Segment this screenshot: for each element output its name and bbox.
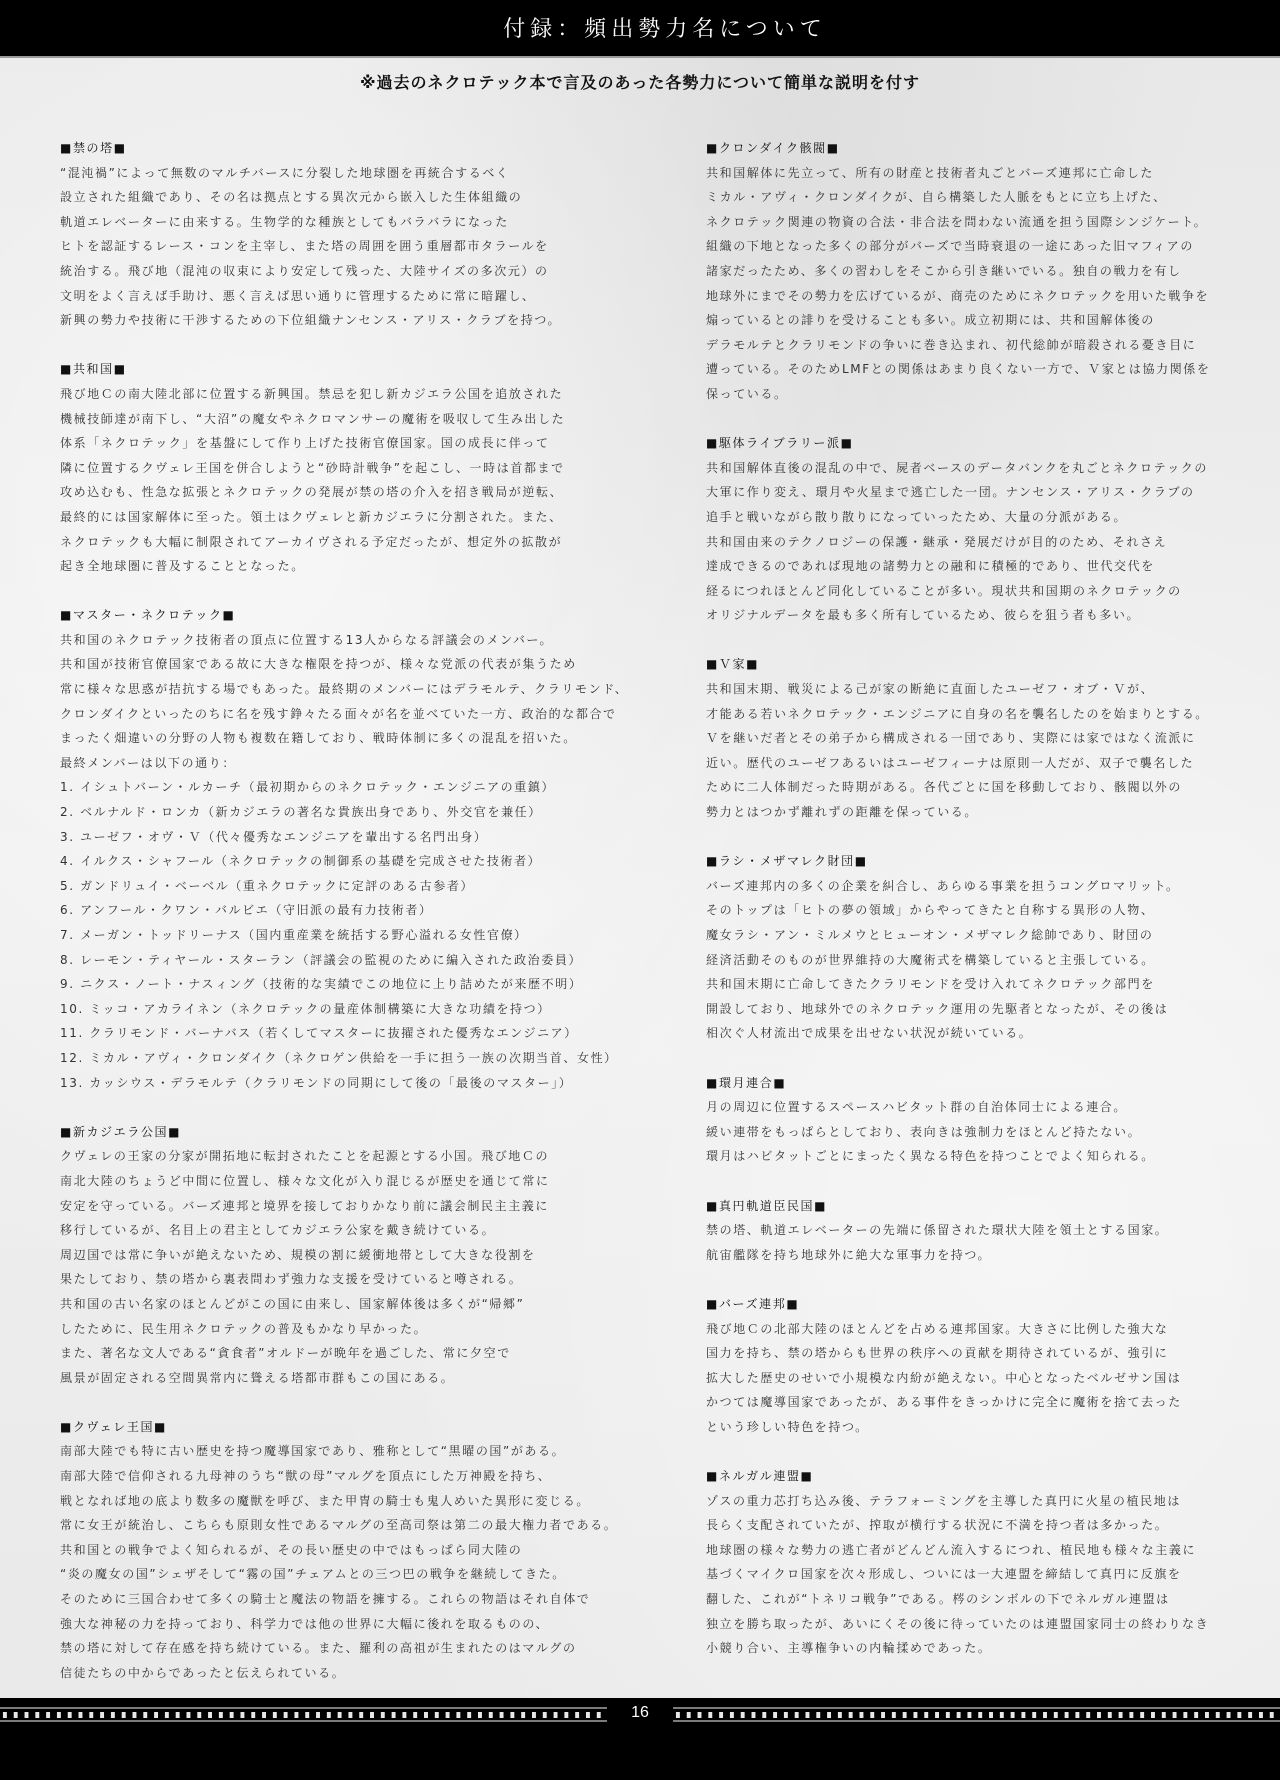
body-text-line: 強大な神秘の力を持っており、科学力では他の世界に大幅に後れを取るものの、	[60, 1616, 550, 1631]
left-column	[60, 136, 628, 1710]
body-text-line: 独立を勝ち取ったが、あいにくその後に待っていたのは連盟国家同士の終わりなき	[706, 1616, 1210, 1631]
faction-section	[706, 1071, 1211, 1169]
body-text-line: 最終的には国家解体に至った。領土はクヴェレと新カジエラに分割された。また、	[60, 509, 563, 524]
title-bar	[0, 0, 1280, 58]
page-subtitle: ※過去のネクロテック本で言及のあった各勢力について簡単な説明を付す	[359, 73, 921, 92]
body-text-line: 航宙艦隊を持ち地球外に絶大な軍事力を持つ。	[706, 1247, 992, 1262]
body-text-line: 8. レーモン・ティヤール・スターラン（評議会の監視のために編入された政治委員）	[60, 952, 583, 967]
body-text-line: ミカル・アヴィ・クロンダイクが、自ら構築した人脈をもとに立ち上げた、	[706, 190, 1167, 205]
body-text-line: 達成できるのであれば現地の諸勢力との融和に積極的であり、世代交代を	[706, 559, 1155, 574]
body-text-line: 共和国末期に亡命してきたクラリモンドを受け入れてネクロテック部門を	[706, 977, 1155, 992]
faction-section	[60, 1415, 628, 1686]
faction-section	[60, 603, 628, 1095]
body-text-line: 勢力とはつかず離れずの距離を保っている。	[706, 805, 979, 820]
body-text-line: 諸家だったため、多くの習わしをそこから引き継いでいる。独自の戦力を有し	[706, 263, 1182, 278]
section-heading: ■クロンダイク骸閥■	[706, 141, 840, 155]
body-text-line: ために二人体制だった時期がある。各代ごとに国を移動しており、骸閥以外の	[706, 780, 1183, 795]
page-number: 16	[631, 1704, 649, 1721]
body-text-line: 攻め込むも、性急な拡張とネクロテックの発展が禁の塔の介入を招き戦局が逆転、	[60, 485, 564, 500]
body-text-line: 常に女王が統治し、こちらも原則女性であるマルグの至高司祭は第二の最大権力者である。	[60, 1518, 618, 1533]
body-text-line: 共和国由来のテクノロジーの保護・継承・発展だけが目的のため、それさえ	[706, 534, 1168, 549]
body-text-line: かつては魔導国家であったが、ある事件をきっかけに完全に魔術を捨て去った	[706, 1395, 1182, 1410]
faction-section	[706, 1292, 1211, 1440]
body-text-line: 常に様々な思惑が拮抗する場でもあった。最終期のメンバーにはデラモルテ、クラリモンド、	[60, 682, 629, 697]
body-text-line: 新興の勢力や技術に干渉するための下位組織ナンセンス・アリス・クラブを持つ。	[60, 313, 562, 328]
body-text-line: 風景が固定される空間異常内に聳える塔都市群もこの国にある。	[60, 1370, 455, 1385]
faction-section	[706, 652, 1211, 824]
body-text-line: 相次ぐ人材流出で成果を出せない状況が続いている。	[706, 1026, 1033, 1041]
body-text-line: 共和国解体に先立って、所有の財産と技術者丸ごとバーズ連邦に亡命した	[706, 165, 1154, 180]
body-text-line: 11. クラリモンド・バーナバス（若くしてマスターに抜擢された優秀なエンジニア）	[60, 1026, 578, 1041]
body-text-line: 共和国のネクロテック技術者の頂点に位置する13人からなる評議会のメンバー。	[60, 632, 554, 647]
body-text-line: 大軍に作り変え、環月や火星まで逃亡した一団。ナンセンス・アリス・クラブの	[706, 485, 1195, 500]
page-title: 付録：頻出勢力名について	[503, 17, 827, 42]
body-text-line: 禁の塔、軌道エレベーターの先端に係留された環状大陸を領土とする国家。	[706, 1223, 1169, 1238]
body-text-line: 長らく支配されていたが、搾取が横行する状況に不満を持つ者は多かった。	[706, 1518, 1169, 1533]
body-text-line: 小競り合い、主導権争いの内輪揉めであった。	[706, 1641, 992, 1656]
body-text-line: 7. メーガン・トッドリーナス（国内重産業を統括する野心溢れる女性官僚）	[60, 928, 528, 942]
footer-bar	[0, 1698, 1280, 1780]
body-text-line: そのトップは「ヒトの夢の領域」からやってきたと自称する異形の人物、	[706, 903, 1155, 918]
section-heading: ■環月連合■	[706, 1075, 787, 1090]
body-text-line: そのために三国合わせて多くの騎士と魔法の物語を擁する。これらの物語はそれ自体で	[60, 1592, 591, 1607]
body-text-line: 開設しており、地球外でのネクロテック運用の先駆者となったが、その後は	[706, 1001, 1169, 1016]
body-text-line: 9. ニクス・ノート・ナスィング（技術的な実績でこの地位に上り詰めたが来歴不明）	[60, 977, 583, 992]
body-text-line: 地球外にまでその勢力を広げているが、商売のためにネクロテックを用いた戦争を	[706, 288, 1210, 303]
body-text-line: “混沌禍”によって無数のマルチバースに分裂した地球圏を再統合するべく	[60, 165, 510, 180]
body-text-line: 国力を持ち、禁の塔からも世界の秩序への貢献を期待されているが、強引に	[706, 1346, 1169, 1361]
body-text-line: 共和国末期、戦災による己が家の断絶に直面したユーゼフ・オブ・Ｖが、	[706, 682, 1155, 697]
body-text-line: 隣に位置するクヴェレ王国を併合しようと“砂時計戦争”を起こし、一時は首都まで	[60, 460, 565, 475]
body-text-line: 軌道エレベーターに由来する。生物学的な種族としてもバラバラになった	[60, 214, 509, 229]
body-text-line: 共和国との戦争でよく知られるが、その長い歴史の中ではもっぱら同大陸の	[60, 1542, 523, 1557]
body-text-line: ネクロテック関連の物資の合法・非合法を問わない流通を担う国際シンジケート。	[706, 214, 1208, 229]
faction-section	[706, 136, 1211, 407]
body-text-line: 共和国解体直後の混乱の中で、屍者ベースのデータバンクを丸ごとネクロテックの	[706, 460, 1209, 475]
body-text-line: 1. イシュトバーン・ルカーチ（最初期からのネクロテック・エンジニアの重鎮）	[60, 780, 556, 795]
body-text-line: 周辺国では常に争いが絶えないため、規模の割に緩衝地帯として大きな役割を	[60, 1247, 536, 1262]
section-heading: ■ラシ・メザマレク財団■	[706, 854, 868, 869]
body-text-line: 共和国が技術官僚国家である故に大きな権限を持つが、様々な党派の代表が集うため	[60, 657, 577, 672]
body-text-line: 果たしており、禁の塔から裏表問わず強力な支援を受けていると噂される。	[60, 1272, 523, 1287]
body-text-line: 魔女ラシ・アン・ミルメウとヒューオン・メザマレク総帥であり、財団の	[706, 928, 1154, 942]
body-text-line: 経済活動そのものが世界維持の大魔術式を構築していると主張している。	[706, 952, 1155, 967]
section-heading: ■バーズ連邦■	[706, 1296, 800, 1311]
body-text-line: オリジナルデータを最も多く所有しているため、彼らを狙う者も多い。	[706, 608, 1141, 623]
film-strip-decoration-left	[0, 1707, 607, 1722]
body-text-line: したために、民生用ネクロテックの普及もかなり早かった。	[60, 1321, 428, 1336]
body-text-line: 月の周辺に位置するスペースハビタット群の自治体同士による連合。	[706, 1100, 1128, 1115]
body-text-line: 翻した、これが“トネリコ戦争”である。梣のシンボルの下でネルガル連盟は	[706, 1592, 1170, 1607]
body-text-line: クロンダイクといったのちに名を残す錚々たる面々が名を並べていた一方、政治的な都合で	[60, 706, 617, 721]
body-text-line: 組織の下地となった多くの部分がバーズで当時衰退の一途にあった旧マフィアの	[706, 239, 1194, 254]
body-text-line: クヴェレの王家の分家が開拓地に転封されたことを起源とする小国。飛び地Ｃの	[60, 1149, 550, 1164]
body-text-line: 共和国の古い名家のほとんどがこの国に由来し、国家解体後は多くが“帰郷”	[60, 1296, 525, 1311]
body-text-line: ネクロテックも大幅に制限されてアーカイヴされる予定だったが、想定外の拡散が	[60, 534, 563, 549]
body-text-line: 2. ベルナルド・ロンカ（新カジエラの著名な貴族出身であり、外交官を兼任）	[60, 805, 542, 820]
body-text-line: デラモルテとクラリモンドの争いに巻き込まれ、初代総帥が暗殺される憂き目に	[706, 337, 1197, 352]
body-text-line: 南部大陸で信仰される九母神のうち“獣の母”マルグを頂点にした万神殿を持ち、	[60, 1469, 552, 1484]
body-text-line: “炎の魔女の国”シェザそして“霧の国”チェアムとの三つ巴の戦争を継続してきた。	[60, 1567, 566, 1582]
body-text-line: 飛び地Ｃの北部大陸のほとんどを占める連邦国家。大きさに比例した強大な	[706, 1321, 1169, 1336]
faction-section	[706, 1194, 1211, 1268]
section-heading: ■禁の塔■	[60, 141, 127, 155]
body-text-line: 体系「ネクロテック」を基盤にして作り上げた技術官僚国家。国の成長に伴って	[60, 436, 550, 451]
body-text-line: 12. ミカル・アヴィ・クロンダイク（ネクロゲン供給を一手に担う一族の次期当首、女性）	[60, 1050, 618, 1065]
body-text-line: 移行しているが、名目上の君主としてカジエラ公家を戴き続けている。	[60, 1223, 496, 1238]
faction-section	[706, 431, 1211, 628]
section-heading: ■マスター・ネクロテック■	[60, 608, 236, 623]
body-text-line: 才能ある若いネクロテック・エンジニアに自身の名を襲名したのを始まりとする。	[706, 706, 1209, 721]
faction-section	[60, 136, 628, 333]
body-text-line: ゾスの重力芯打ち込み後、テラフォーミングを主導した真円に火星の植民地は	[706, 1493, 1181, 1508]
section-heading: ■真円軌道臣民国■	[706, 1198, 828, 1213]
body-text-line: 信徒たちの中からであったと伝えられている。	[60, 1665, 346, 1680]
body-text-line: 起き全地球圏に普及することとなった。	[60, 559, 305, 574]
faction-section	[60, 357, 628, 578]
body-text-line: 煽っているとの誹りを受けることも多い。成立初期には、共和国解体後の	[706, 313, 1155, 328]
section-heading: ■駆体ライブラリー派■	[706, 436, 854, 451]
body-text-line: 緩い連帯をもっぱらとしており、表向きは強制力をほとんど持たない。	[706, 1124, 1142, 1139]
body-text-line: Ｖを継いだ者とその弟子から構成される一団であり、実際には家ではなく流派に	[706, 731, 1196, 746]
body-text-line: 6. アンフール・クワン・バルビエ（守旧派の最有力技術者）	[60, 903, 433, 918]
body-text-line: 統治する。飛び地（混沌の収束により安定して残った、大陸サイズの多次元）の	[60, 263, 549, 278]
body-text-line: 10. ミッコ・アカライネン（ネクロテックの量産体制構築に大きな功績を持つ）	[60, 1001, 551, 1016]
body-text-line: 文明をよく言えば手助け、悪く言えば思い通りに管理するために常に暗躍し、	[60, 288, 536, 303]
section-heading: ■クヴェレ王国■	[60, 1419, 167, 1434]
section-heading: ■共和国■	[60, 362, 127, 377]
body-text-line: という珍しい特色を持つ。	[706, 1419, 869, 1434]
body-text-line: 設立された組織であり、その名は拠点とする異次元から嵌入した生体組織の	[60, 190, 523, 205]
body-text-line: 5. ガンドリュイ・ベーベル（重ネクロテックに定評のある古参者）	[60, 878, 475, 893]
faction-section	[60, 1120, 628, 1391]
body-text-line: 機械技師達が南下し、“大沼”の魔女やネクロマンサーの魔術を吸収して生み出した	[60, 411, 566, 426]
body-text-line: 安定を守っている。バーズ連邦と境界を接しておりかなり前に議会制民主主義に	[60, 1198, 550, 1213]
body-text-line: 13. カッシウス・デラモルテ（クラリモンドの同期にして後の「最後のマスター」）	[60, 1075, 573, 1090]
body-text-line: また、著名な文人である“貪食者”オルドーが晩年を過ごした、常に夕空で	[60, 1346, 511, 1361]
faction-section	[706, 849, 1211, 1046]
body-text-line: バーズ連邦内の多くの企業を糾合し、あらゆる事業を担うコングロマリット。	[706, 878, 1180, 893]
body-text-line: 4. イルクス・シャフール（ネクロテックの制御系の基礎を完成させた技術者）	[60, 854, 542, 869]
body-text-line: 3. ユーゼフ・オヴ・Ｖ（代々優秀なエンジニアを輩出する名門出身）	[60, 829, 488, 844]
body-text-line: 追手と戦いながら散り散りになっていったため、大量の分派がある。	[706, 509, 1128, 524]
body-text-line: 地球圏の様々な勢力の逃亡者がどんどん流入するにつれ、植民地も様々な主義に	[706, 1542, 1197, 1557]
body-text-line: 戦となれば地の底より数多の魔獣を呼び、また甲冑の騎士も鬼人めいた異形に変じる。	[60, 1493, 590, 1508]
body-text-line: 遭っている。そのためLMFとの関係はあまり良くない一方で、Ｖ家とは協力関係を	[706, 362, 1211, 377]
body-text-line: 拡大した歴史のせいで小規模な内紛が絶えない。中心となったベルゼサン国は	[706, 1370, 1182, 1385]
right-column	[706, 136, 1211, 1685]
film-strip-decoration-right	[673, 1707, 1280, 1722]
body-text-line: 禁の塔に対して存在感を持ち続けている。また、羅利の高祖が生まれたのはマルグの	[60, 1641, 577, 1656]
body-text-line: 南部大陸でも特に古い歴史を持つ魔導国家であり、雅称として“黒曜の国”がある。	[60, 1444, 566, 1459]
body-text-line: 南北大陸のちょうど中間に位置し、様々な文化が入り混じるが歴史を通じて常に	[60, 1173, 550, 1188]
body-text-line: 近い。歴代のユーゼフあるいはユーゼフィーナは原則一人だが、双子で襲名した	[706, 755, 1195, 770]
body-text-line: 基づくマイクロ国家を次々形成し、ついには一大連盟を締結して真円に反旗を	[706, 1567, 1182, 1582]
section-heading: ■新カジエラ公国■	[60, 1124, 182, 1139]
section-heading: ■Ｖ家■	[706, 657, 760, 672]
body-text-line: 環月はハビタットごとにまったく異なる特色を持つことでよく知られる。	[706, 1149, 1155, 1164]
body-text-line: まったく畑違いの分野の人物も複数在籍しており、戦時体制に多くの混乱を招いた。	[60, 731, 577, 746]
faction-section	[706, 1464, 1211, 1661]
body-text-line: 経るにつれほとんど同化していることが多い。現状共和国期のネクロテックの	[706, 583, 1182, 598]
body-text-line: 保っている。	[706, 386, 788, 401]
body-text-line: ヒトを認証するレース・コンを主宰し、また塔の周囲を囲う重層都市タラールを	[60, 239, 549, 254]
body-text-line: 最終メンバーは以下の通り：	[60, 755, 236, 770]
body-text-line: 飛び地Ｃの南大陸北部に位置する新興国。禁忌を犯し新カジエラ公国を追放された	[60, 386, 564, 401]
section-heading: ■ネルガル連盟■	[706, 1469, 814, 1484]
